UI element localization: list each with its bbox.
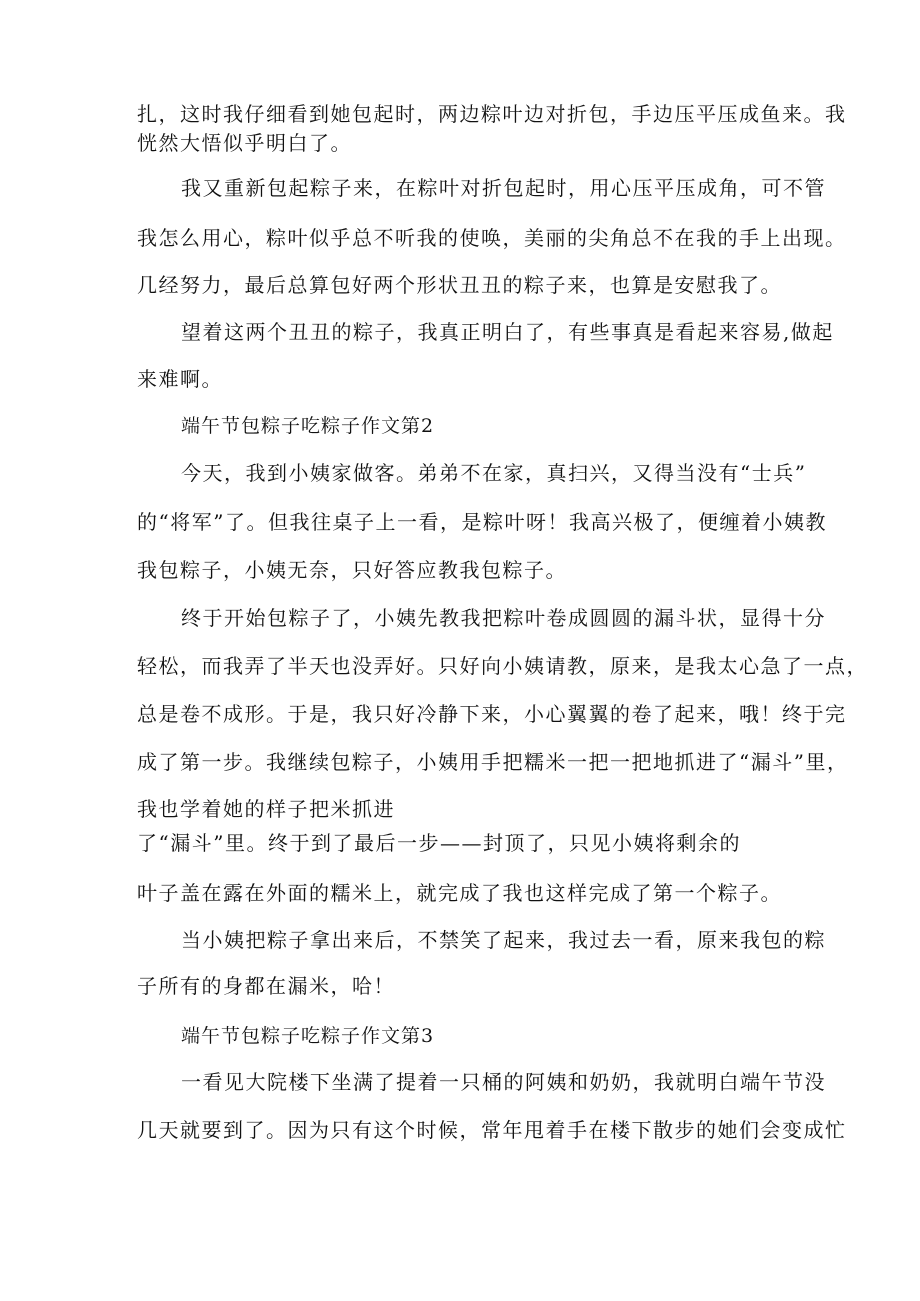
paragraph-line: 的“将军”了。但我往桌子上一看，是粽叶呀！我高兴极了，便缠着小姨教 — [137, 510, 827, 534]
paragraph-line: 望着这两个丑丑的粽子，我真正明白了，有些事真是看起来容易,做起 — [181, 320, 834, 344]
paragraph-line: 轻松，而我弄了半天也没弄好。只好向小姨请教，原来，是我太心急了一点， — [137, 654, 868, 678]
paragraph-line: 了“漏斗”里。终于到了最后一步——封顶了，只见小姨将剩余的 — [137, 831, 741, 855]
paragraph-line: 一看见大院楼下坐满了提着一只桶的阿姨和奶奶，我就明白端午节没 — [181, 1070, 826, 1094]
paragraph-line: 来难啊。 — [137, 367, 223, 391]
paragraph-line: 子所有的身都在漏米，哈！ — [137, 974, 395, 998]
paragraph-line: 我也学着她的样子把米抓进 — [137, 797, 395, 821]
paragraph-line: 几经努力，最后总算包好两个形状丑丑的粽子来，也算是安慰我了。 — [137, 273, 782, 297]
paragraph-line: 我又重新包起粽子来，在粽叶对折包起时，用心压平压成角，可不管 — [181, 176, 826, 200]
paragraph-line: 恍然大悟似乎明白了。 — [137, 131, 352, 155]
section-heading: 端午节包粽子吃粽子作文第3 — [181, 1025, 435, 1047]
paragraph-line: 我包粽子，小姨无奈，只好答应教我包粽子。 — [137, 558, 567, 582]
paragraph-line: 总是卷不成形。于是，我只好冷静下来，小心翼翼的卷了起来，哦！终于完 — [137, 702, 847, 726]
paragraph-line: 终于开始包粽子了，小姨先教我把粽叶卷成圆圆的漏斗状，显得十分 — [181, 606, 826, 630]
paragraph-line: 成了第一步。我继续包粽子，小姨用手把糯米一把一把地抓进了“漏斗”里， — [137, 750, 849, 774]
paragraph-line: 当小姨把粽子拿出来后，不禁笑了起来，我过去一看，原来我包的粽 — [181, 928, 826, 952]
paragraph-line: 我怎么用心，粽叶似乎总不听我的使唤，美丽的尖角总不在我的手上出现。 — [137, 226, 847, 250]
paragraph-line: 今天，我到小姨家做客。弟弟不在家，真扫兴，又得当没有“士兵” — [181, 461, 807, 485]
paragraph-line: 扎，这时我仔细看到她包起时，两边粽叶边对折包，手边压平压成鱼来。我 — [137, 102, 847, 126]
paragraph-line: 几天就要到了。因为只有这个时候，常年甩着手在楼下散步的她们会变成忙 — [137, 1118, 847, 1142]
section-heading: 端午节包粽子吃粽子作文第2 — [181, 415, 435, 437]
paragraph-line: 叶子盖在露在外面的糯米上，就完成了我也这样完成了第一个粽子。 — [137, 881, 782, 905]
